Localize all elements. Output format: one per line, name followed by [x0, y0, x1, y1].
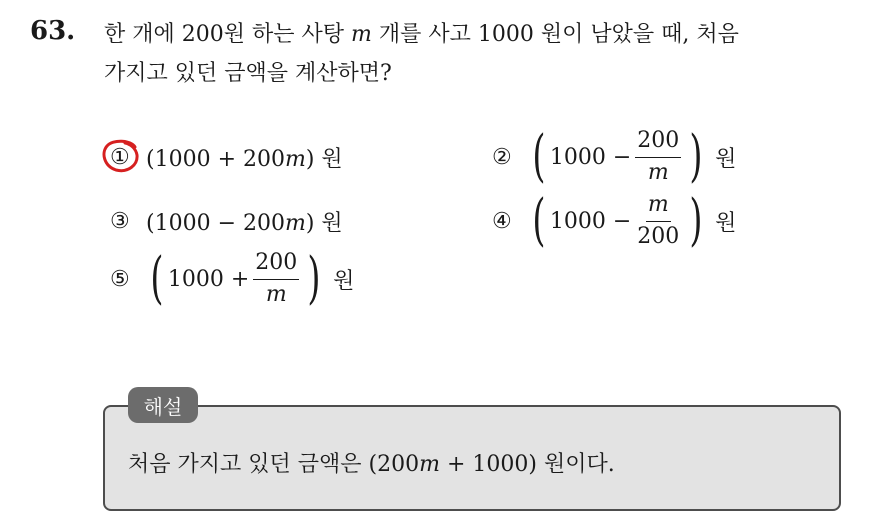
choice-5-fraction — [253, 250, 299, 308]
choice-2-fraction — [635, 128, 681, 186]
left-paren: ( — [532, 188, 546, 253]
choice-5-numerator: 200 — [253, 250, 299, 279]
choice-2[interactable] — [492, 122, 736, 192]
choice-4-marker: ④ — [492, 208, 512, 234]
question-number: 63. — [30, 16, 76, 46]
right-paren: ) — [307, 246, 321, 311]
choice-4-lead: 1000 − — [549, 208, 632, 234]
question-text-part2: 개를 사고 1000 원이 남았을 때, 처음 — [371, 22, 739, 47]
question-text-line1 — [104, 17, 739, 48]
choice-4[interactable] — [492, 186, 736, 256]
choice-3-expr: (1000 − 200m) 원 — [146, 210, 343, 236]
selected-answer-circle — [101, 138, 141, 174]
choice-5[interactable] — [110, 244, 354, 314]
choice-5-lead: 1000 + — [167, 266, 250, 292]
choice-2-lead: 1000 − — [549, 144, 632, 170]
choice-2-denominator: m — [647, 159, 669, 185]
choice-4-denominator: 200 — [637, 223, 680, 249]
choice-5-marker: ⑤ — [110, 266, 130, 292]
choice-1-marker: ① — [110, 144, 130, 170]
choice-2-numerator: 200 — [635, 128, 681, 157]
left-paren: ( — [150, 246, 164, 311]
variable-m: m — [350, 22, 372, 47]
choice-4-fraction — [635, 192, 681, 250]
choice-1-expr: (1000 + 200m) 원 — [146, 146, 343, 172]
solution-text: 처음 가지고 있던 금액은 (200m + 1000) 원이다. — [128, 452, 615, 477]
choice-5-denominator: m — [265, 281, 287, 307]
question-text-line2: 가지고 있던 금액을 계산하면? — [104, 61, 392, 86]
right-paren: ) — [689, 188, 703, 253]
choice-2-unit: 원 — [715, 146, 737, 172]
left-paren: ( — [532, 124, 546, 189]
choice-5-unit: 원 — [333, 268, 355, 294]
choice-2-marker: ② — [492, 144, 512, 170]
solution-tag: 해설 — [128, 387, 198, 423]
choice-1[interactable] — [110, 122, 343, 192]
choice-3-marker: ③ — [110, 208, 130, 234]
question-text-part1: 한 개에 200원 하는 사탕 — [104, 22, 351, 47]
choice-4-unit: 원 — [715, 210, 737, 236]
right-paren: ) — [689, 124, 703, 189]
choice-4-numerator: m — [646, 192, 671, 221]
